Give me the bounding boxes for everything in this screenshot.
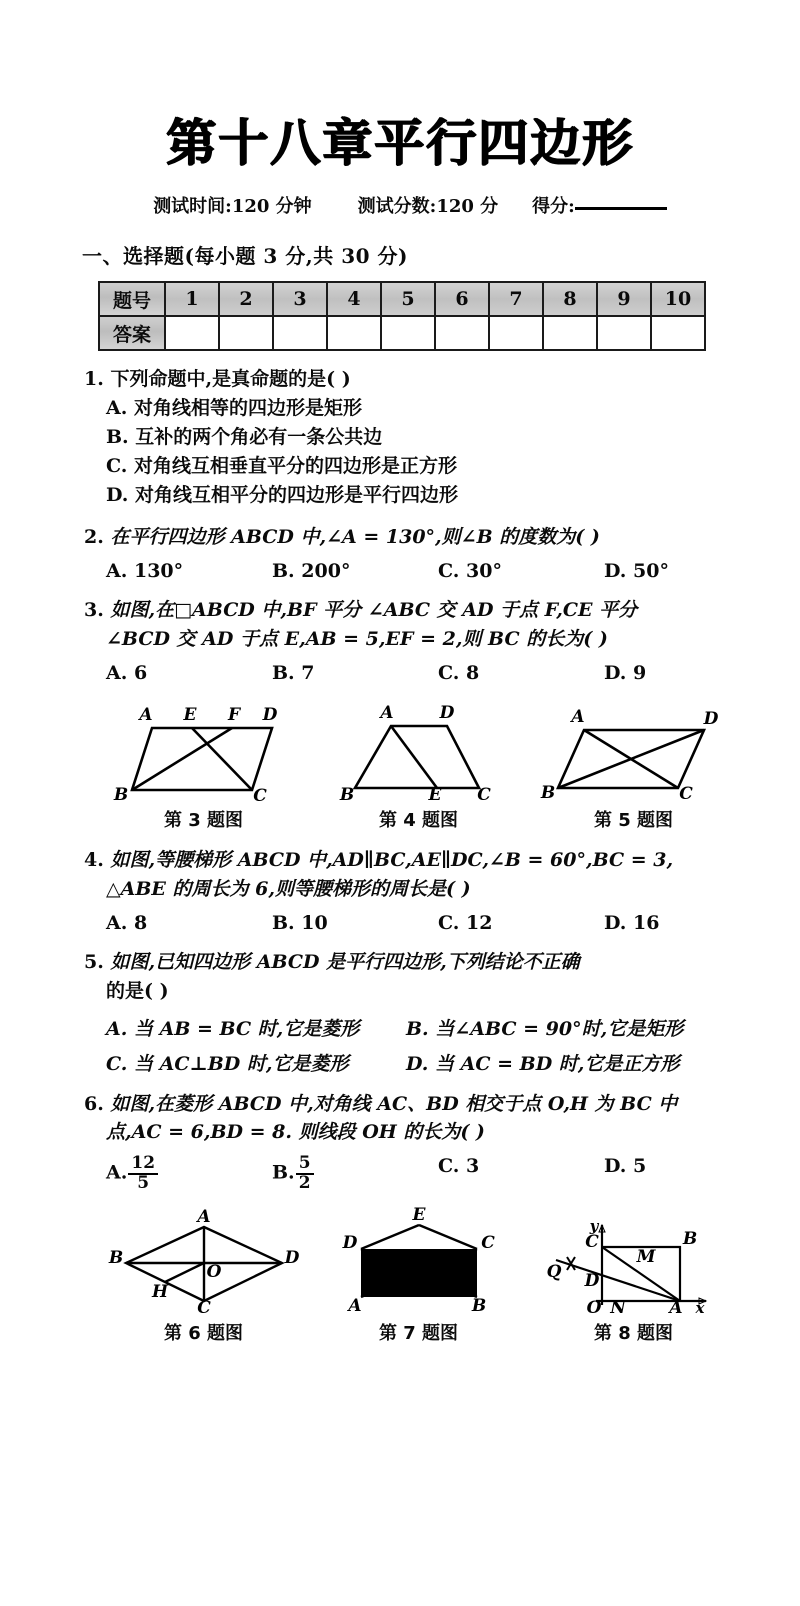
figure-5-drawing — [534, 696, 734, 802]
question-3-stem-line-1 — [84, 596, 800, 625]
question-number-6: 6 — [435, 282, 489, 316]
row-label-question-number: 题号 — [99, 282, 165, 316]
figure-row-bottom — [0, 1205, 800, 1345]
question-3-option-c[interactable]: C. 8 — [438, 662, 480, 684]
figure-8-label-C: C — [584, 1231, 599, 1252]
question-2 — [0, 523, 800, 552]
question-6-option-a-prefix: A. — [106, 1161, 128, 1184]
figure-8-label-y: y — [589, 1216, 598, 1235]
figure-4-label-C: C — [476, 785, 491, 802]
figure-7-drawing — [319, 1205, 519, 1315]
figure-3-drawing — [104, 696, 304, 802]
question-number-2: 2 — [219, 282, 273, 316]
question-2-stem — [84, 523, 800, 552]
answer-cell-2[interactable] — [219, 316, 273, 350]
question-4-stem-line-1 — [84, 846, 800, 875]
figure-6-label-D: D — [284, 1247, 299, 1268]
question-6 — [0, 1090, 800, 1148]
question-5-option-b[interactable]: B. 当∠ABC = 90°时,它是矩形 — [406, 1017, 684, 1040]
answer-cell-9[interactable] — [597, 316, 651, 350]
question-1-option-a[interactable]: A. 对角线相等的四边形是矩形 — [106, 396, 362, 419]
question-5-number: 5. — [84, 950, 104, 973]
figure-4-caption: 第 4 题图 — [378, 810, 459, 831]
question-2-option-a[interactable]: A. 130° — [106, 560, 184, 583]
figure-7-label-D: D — [342, 1232, 357, 1253]
figure-7-caption: 第 7 题图 — [378, 1322, 459, 1344]
figure-3-label-A: A — [138, 705, 153, 725]
score-blank-line[interactable] — [575, 206, 667, 210]
question-4 — [0, 846, 800, 904]
figure-3-label-B: B — [113, 785, 128, 802]
table-row-numbers — [99, 282, 705, 316]
figure-3-label-E: E — [183, 705, 196, 725]
figure-6-caption: 第 6 题图 — [163, 1322, 244, 1344]
question-3-options — [0, 662, 800, 684]
question-5-option-a[interactable]: A. 当 AB = BC 时,它是菱形 — [106, 1017, 360, 1040]
question-number-1: 1 — [165, 282, 219, 316]
figure-5-label-A: A — [570, 707, 585, 727]
fraction-b-denominator: 2 — [298, 1173, 311, 1194]
figure-7-label-E: E — [412, 1204, 425, 1225]
figure-8-label-M: M — [636, 1246, 655, 1267]
answer-cell-6[interactable] — [435, 316, 489, 350]
question-6-option-d[interactable]: D. 5 — [604, 1155, 647, 1178]
question-5-option-d[interactable]: D. 当 AC = BD 时,它是正方形 — [406, 1052, 680, 1075]
question-number-10: 10 — [651, 282, 705, 316]
question-number-7: 7 — [489, 282, 543, 316]
page-title: 第十八章平行四边形 — [166, 114, 634, 172]
question-3-number: 3. — [84, 599, 104, 622]
question-3-option-b[interactable]: B. 7 — [272, 662, 315, 684]
figure-5-label-B: B — [540, 783, 555, 802]
question-1-text: 下列命题中,是真命题的是( ) — [110, 368, 351, 390]
figure-7-label-A: A — [347, 1295, 362, 1315]
figure-8-label-B: B — [682, 1228, 697, 1249]
question-3-option-a[interactable]: A. 6 — [106, 662, 148, 684]
figure-4-label-E: E — [428, 785, 441, 802]
fraction-a-numerator: 12 — [128, 1155, 158, 1175]
question-4-stem-line-2: △ABE 的周长为 6,则等腰梯形的周长是( ) — [106, 877, 471, 900]
figure-6-label-C: C — [196, 1297, 211, 1315]
question-1-option-c[interactable]: C. 对角线互相垂直平分的四边形是正方形 — [106, 454, 458, 477]
question-5-options-row-1 — [0, 1014, 800, 1041]
figure-6-label-H: H — [151, 1281, 168, 1302]
figure-3-caption: 第 3 题图 — [163, 810, 244, 831]
figure-8-label-N: N — [609, 1297, 626, 1315]
question-2-option-d[interactable]: D. 50° — [604, 560, 669, 583]
question-5-stem-line-2: 的是( ) — [106, 979, 169, 1002]
question-6-option-a[interactable] — [106, 1155, 272, 1193]
figure-7-label-B: B — [471, 1295, 486, 1315]
figure-7 — [311, 1205, 526, 1345]
figure-8-label-Q: Q — [546, 1261, 561, 1282]
question-6-stem-line-1 — [84, 1090, 800, 1119]
exam-meta-line — [0, 192, 800, 218]
figure-6-drawing — [104, 1205, 304, 1315]
question-3-text-1: 如图,在□ABCD 中,BF 平分 ∠ABC 交 AD 于点 F,CE 平分 — [110, 599, 638, 622]
question-number-5: 5 — [381, 282, 435, 316]
question-5 — [0, 948, 800, 1006]
answer-sheet-table — [98, 281, 706, 351]
question-4-options — [0, 912, 800, 934]
question-4-text-1: 如图,等腰梯形 ABCD 中,AD∥BC,AE∥DC,∠B = 60°,BC = 3, — [110, 849, 674, 871]
question-1 — [0, 365, 800, 509]
figure-6-label-O: O — [206, 1261, 221, 1282]
answer-cell-10[interactable] — [651, 316, 705, 350]
answer-cell-4[interactable] — [327, 316, 381, 350]
figure-4-label-D: D — [439, 703, 454, 723]
figure-7-label-C: C — [480, 1232, 495, 1253]
figure-3-label-D: D — [262, 705, 277, 725]
question-number-4: 4 — [327, 282, 381, 316]
question-6-number: 6. — [84, 1092, 104, 1115]
answer-cell-5[interactable] — [381, 316, 435, 350]
question-2-number: 2. — [84, 526, 104, 549]
figure-6 — [96, 1205, 311, 1345]
result-score-label: 得分: — [532, 196, 575, 217]
figure-5 — [526, 696, 741, 832]
figure-3 — [96, 696, 311, 832]
question-5-option-c[interactable]: C. 当 AC⊥BD 时,它是菱形 — [106, 1052, 349, 1075]
answer-cell-7[interactable] — [489, 316, 543, 350]
question-1-number: 1. — [84, 368, 104, 390]
test-score-label: 测试分数:120 分 — [357, 196, 499, 217]
question-2-text: 在平行四边形 ABCD 中,∠A = 130°,则∠B 的度数为( ) — [110, 526, 600, 549]
test-time-label: 测试时间:120 分钟 — [153, 196, 312, 217]
figure-5-label-D: D — [703, 709, 718, 729]
figure-4-label-B: B — [339, 785, 354, 802]
figure-8-label-x: x — [695, 1298, 704, 1315]
figure-8-label-A: A — [668, 1297, 683, 1315]
figure-3-label-C: C — [252, 786, 267, 802]
question-6-stem-line-2: 点,AC = 6,BD = 8. 则线段 OH 的长为( ) — [106, 1121, 485, 1144]
figure-8-caption: 第 8 题图 — [593, 1322, 674, 1344]
question-1-stem — [84, 365, 800, 394]
figure-7-label-O: O — [411, 1271, 426, 1292]
figure-row-top — [0, 696, 800, 832]
question-3-stem-line-2: ∠BCD 交 AD 于点 E,AB = 5,EF = 2,则 BC 的长为( ) — [106, 628, 608, 651]
question-2-option-c[interactable]: C. 30° — [438, 560, 502, 583]
question-4-option-c[interactable]: C. 12 — [438, 911, 493, 934]
question-6-fraction-a — [128, 1155, 158, 1193]
question-6-option-b[interactable] — [272, 1155, 438, 1193]
figure-4 — [311, 696, 526, 832]
question-6-fraction-b — [296, 1155, 314, 1193]
table-row-answers — [99, 316, 705, 350]
question-2-option-b[interactable]: B. 200° — [272, 560, 351, 583]
figure-6-label-A: A — [196, 1206, 211, 1227]
question-4-option-b[interactable]: B. 10 — [272, 911, 328, 934]
question-number-8: 8 — [543, 282, 597, 316]
question-4-option-d[interactable]: D. 16 — [604, 911, 660, 934]
question-6-option-c[interactable]: C. 3 — [438, 1155, 480, 1178]
question-5-text-1: 如图,已知四边形 ABCD 是平行四边形,下列结论不正确 — [110, 950, 580, 973]
answer-table-wrapper — [98, 281, 800, 351]
fraction-a-denominator: 5 — [137, 1173, 150, 1194]
figure-6-label-B: B — [108, 1247, 123, 1268]
figure-3-label-F: F — [227, 705, 240, 725]
fraction-b-numerator: 5 — [296, 1155, 314, 1175]
question-4-number: 4. — [84, 849, 104, 871]
figure-4-label-A: A — [379, 703, 394, 723]
question-1-option-b[interactable]: B. 互补的两个角必有一条公共边 — [106, 425, 383, 448]
question-2-options — [0, 560, 800, 582]
question-1-option-d[interactable]: D. 对角线互相平分的四边形是平行四边形 — [106, 483, 459, 506]
question-5-stem-line-1 — [84, 948, 800, 977]
row-label-answer: 答案 — [99, 316, 165, 350]
answer-cell-1[interactable] — [165, 316, 219, 350]
question-3-option-d[interactable]: D. 9 — [604, 662, 647, 684]
figure-8-label-O: O — [586, 1297, 601, 1315]
question-number-9: 9 — [597, 282, 651, 316]
figure-8-label-D: D — [584, 1270, 599, 1291]
section-heading-choice: 一、选择题(每小题 3 分,共 30 分) — [82, 244, 408, 268]
figure-5-label-C: C — [678, 784, 693, 802]
question-4-option-a[interactable]: A. 8 — [106, 911, 148, 934]
question-5-options-row-2 — [0, 1049, 800, 1076]
question-3 — [0, 596, 800, 654]
answer-cell-8[interactable] — [543, 316, 597, 350]
question-6-options — [0, 1155, 800, 1193]
figure-8-drawing — [534, 1205, 734, 1315]
figure-5-caption: 第 5 题图 — [593, 810, 674, 831]
question-6-option-b-prefix: B. — [272, 1161, 295, 1184]
figure-8 — [526, 1205, 741, 1345]
question-number-3: 3 — [273, 282, 327, 316]
answer-cell-3[interactable] — [273, 316, 327, 350]
figure-4-drawing — [319, 696, 519, 802]
question-6-text-1: 如图,在菱形 ABCD 中,对角线 AC、BD 相交于点 O,H 为 BC 中 — [110, 1092, 678, 1115]
